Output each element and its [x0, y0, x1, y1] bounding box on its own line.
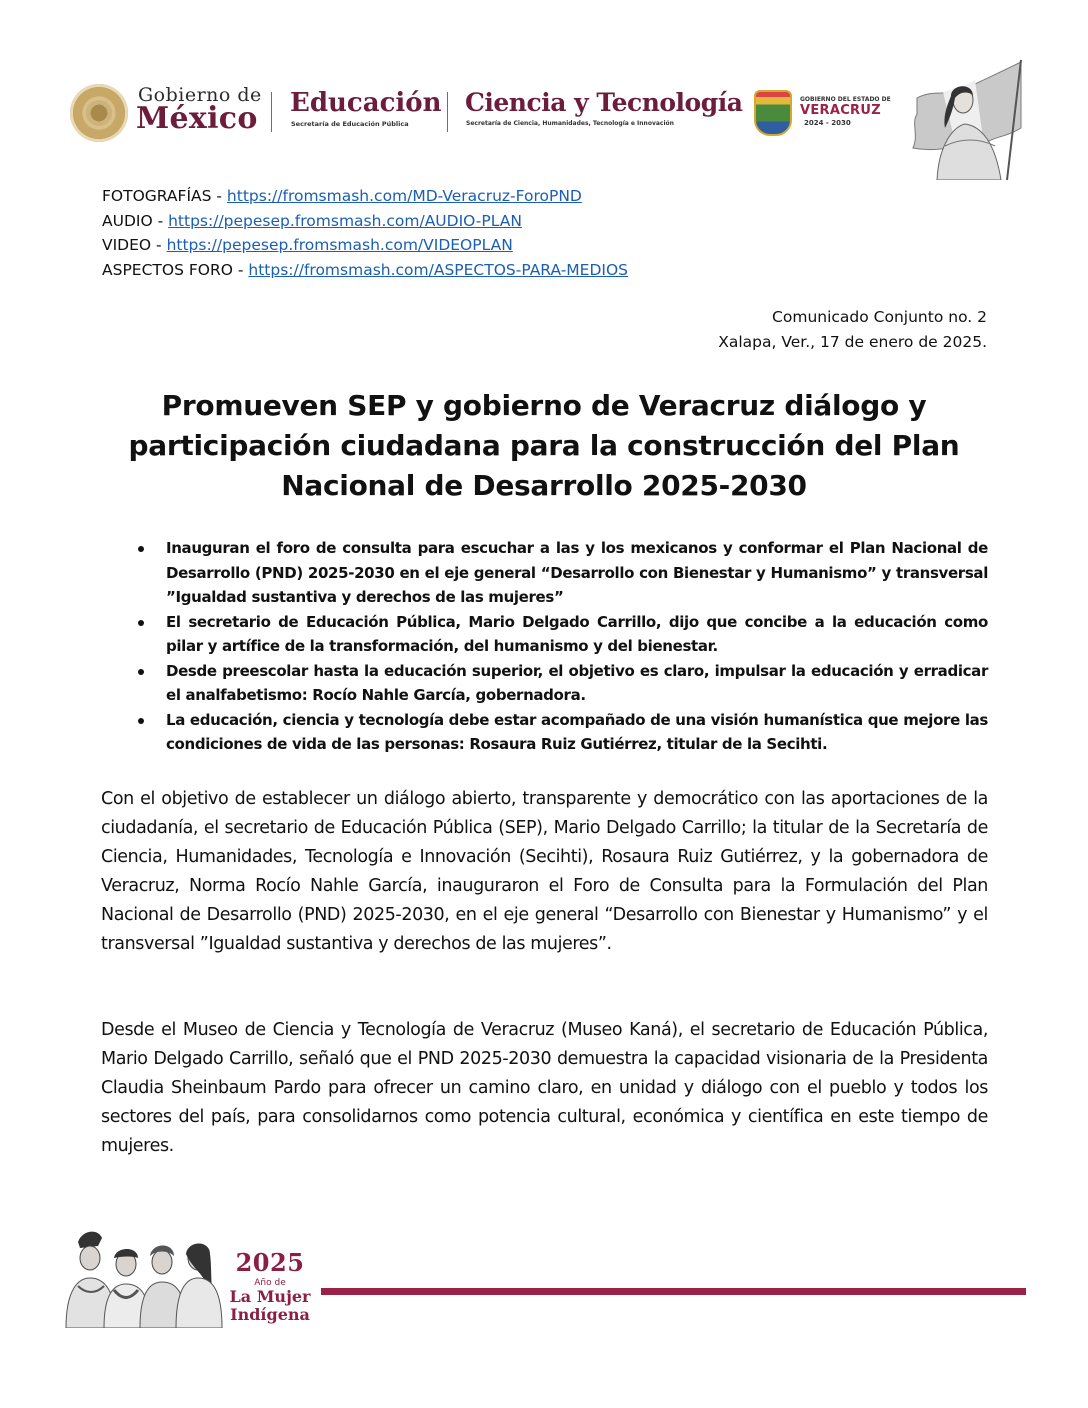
body-paragraph: Con el objetivo de establecer un diálogo abierto, transparente y democrático con las aportaciones de la ciudadanía, el secretario de Educación Pública (SEP), Mario Delgado Carrillo; la titular de la Secretaría de Ciencia, Humanidades, Tecnología e Innovación (Secihti), Rosaura Ruiz Gutiérrez, y la gobernadora de Veracruz, Norma Rocío Nahle García, inauguraron el Foro de Consulta para la Formulación del Plan Nacional de Desarrollo (PND) 2025-2030, en el eje general “Desarrollo con Bienestar y Humanismo” y el transversal ”Igualdad sustantiva y derechos de las mujeres”. [101, 789, 988, 954]
media-link-row [102, 184, 628, 209]
bullet-icon [138, 546, 144, 552]
photos-link[interactable]: https://fromsmash.com/MD-Veracruz-ForoPND [226, 187, 582, 205]
gobierno-logo-line1: Gobierno de [138, 84, 262, 106]
press-release-title: Promueven SEP y gobierno de Veracruz diálogo y participación ciudadana para la construcción del Plan Nacional de Desarrollo 2025-2030 [128, 389, 960, 502]
highlight-text: El secretario de Educación Pública, Mario Delgado Carrillo, dijo que concibe a la educación como pilar y artífice de la transformación, del humanismo y del bienestar. [166, 612, 988, 655]
highlight-item [102, 659, 988, 708]
separator: - [232, 260, 249, 279]
media-link-row [102, 209, 628, 234]
footer-year: 2025 [235, 1248, 305, 1277]
footer-slogan-line2: Indígena [230, 1305, 310, 1324]
separator: - [151, 236, 167, 254]
media-links [102, 184, 628, 282]
ciencia-logo-subtitle: Secretaría de Ciencia, Humanidades, Tecnología e Innovación [466, 120, 674, 127]
educacion-logo-title: Educación [290, 88, 442, 118]
indigenous-women-illustration [64, 1228, 224, 1328]
footer-slogan-line1: La Mujer [229, 1287, 311, 1306]
release-meta [718, 305, 987, 355]
ciencia-logo-title: Ciencia y Tecnología [465, 88, 743, 117]
bullet-icon [138, 669, 144, 675]
bullet-icon [138, 620, 144, 626]
veracruz-logo-line2: VERACRUZ [800, 103, 881, 118]
coat-of-arms-icon [70, 84, 128, 142]
highlight-text: Desde preescolar hasta la educación superior, el objetivo es claro, impulsar la educación y erradicar el analfabetismo: Rocío Nahle García, gobernadora. [166, 661, 988, 704]
highlight-item [102, 536, 988, 610]
highlight-text: La educación, ciencia y tecnología debe estar acompañado de una visión humanística que mejore las condiciones de vida de las personas: Rosaura Ruiz Gutiérrez, titular de la Secihti. [166, 710, 988, 753]
logo-divider [271, 92, 272, 132]
educacion-logo-subtitle: Secretaría de Educación Pública [291, 120, 409, 128]
highlight-text: Inauguran el foro de consulta para escuchar a las y los mexicanos y conformar el Plan Nacional de Desarrollo (PND) 2025-2030 en el eje general “Desarrollo con Bienestar y Humanismo” y transversal ”Igualdad sustantiva y derechos de las mujeres” [166, 539, 988, 606]
veracruz-logo-years: 2024 - 2030 [804, 119, 851, 127]
place-date: Xalapa, Ver., 17 de enero de 2025. [718, 333, 987, 351]
logo-divider [447, 92, 448, 132]
veracruz-logo-line1: GOBIERNO DEL ESTADO DE [800, 96, 891, 103]
gobierno-logo-line2: México [136, 101, 258, 136]
media-link-label: VIDEO [102, 236, 152, 254]
media-link-row [102, 258, 628, 283]
bullet-icon [138, 718, 144, 724]
separator: - [152, 211, 169, 230]
woman-with-flag-illustration [905, 58, 1027, 180]
media-link-label: ASPECTOS FORO [102, 260, 233, 279]
media-link-label: AUDIO [102, 211, 153, 230]
separator: - [211, 187, 227, 205]
video-link[interactable]: https://pepesep.fromsmash.com/VIDEOPLAN [166, 236, 513, 254]
body-paragraph: Desde el Museo de Ciencia y Tecnología de Veracruz (Museo Kaná), el secretario de Educación Pública, Mario Delgado Carrillo, señaló que el PND 2025-2030 demuestra la capacidad visionaria de la Presidenta Claudia Sheinbaum Pardo para ofrecer un camino claro, en unidad y diálogo con el pueblo y todos los sectores del país, para consolidarnos como potencia cultural, económica y científica en este tiempo de mujeres. [101, 1020, 988, 1156]
footer-divider-bar [321, 1288, 1026, 1295]
release-number: Comunicado Conjunto no. 2 [772, 308, 987, 326]
audio-link[interactable]: https://pepesep.fromsmash.com/AUDIO-PLAN [168, 211, 522, 230]
veracruz-shield-icon [754, 90, 792, 136]
highlight-item [102, 708, 988, 757]
forum-aspects-link[interactable]: https://fromsmash.com/ASPECTOS-PARA-MEDIOS [248, 260, 629, 279]
footer-year-caption: Año de [254, 1278, 286, 1288]
highlights-list [102, 536, 988, 757]
highlight-item [102, 610, 988, 659]
media-link-row [102, 233, 628, 258]
media-link-label: FOTOGRAFÍAS [102, 187, 212, 205]
